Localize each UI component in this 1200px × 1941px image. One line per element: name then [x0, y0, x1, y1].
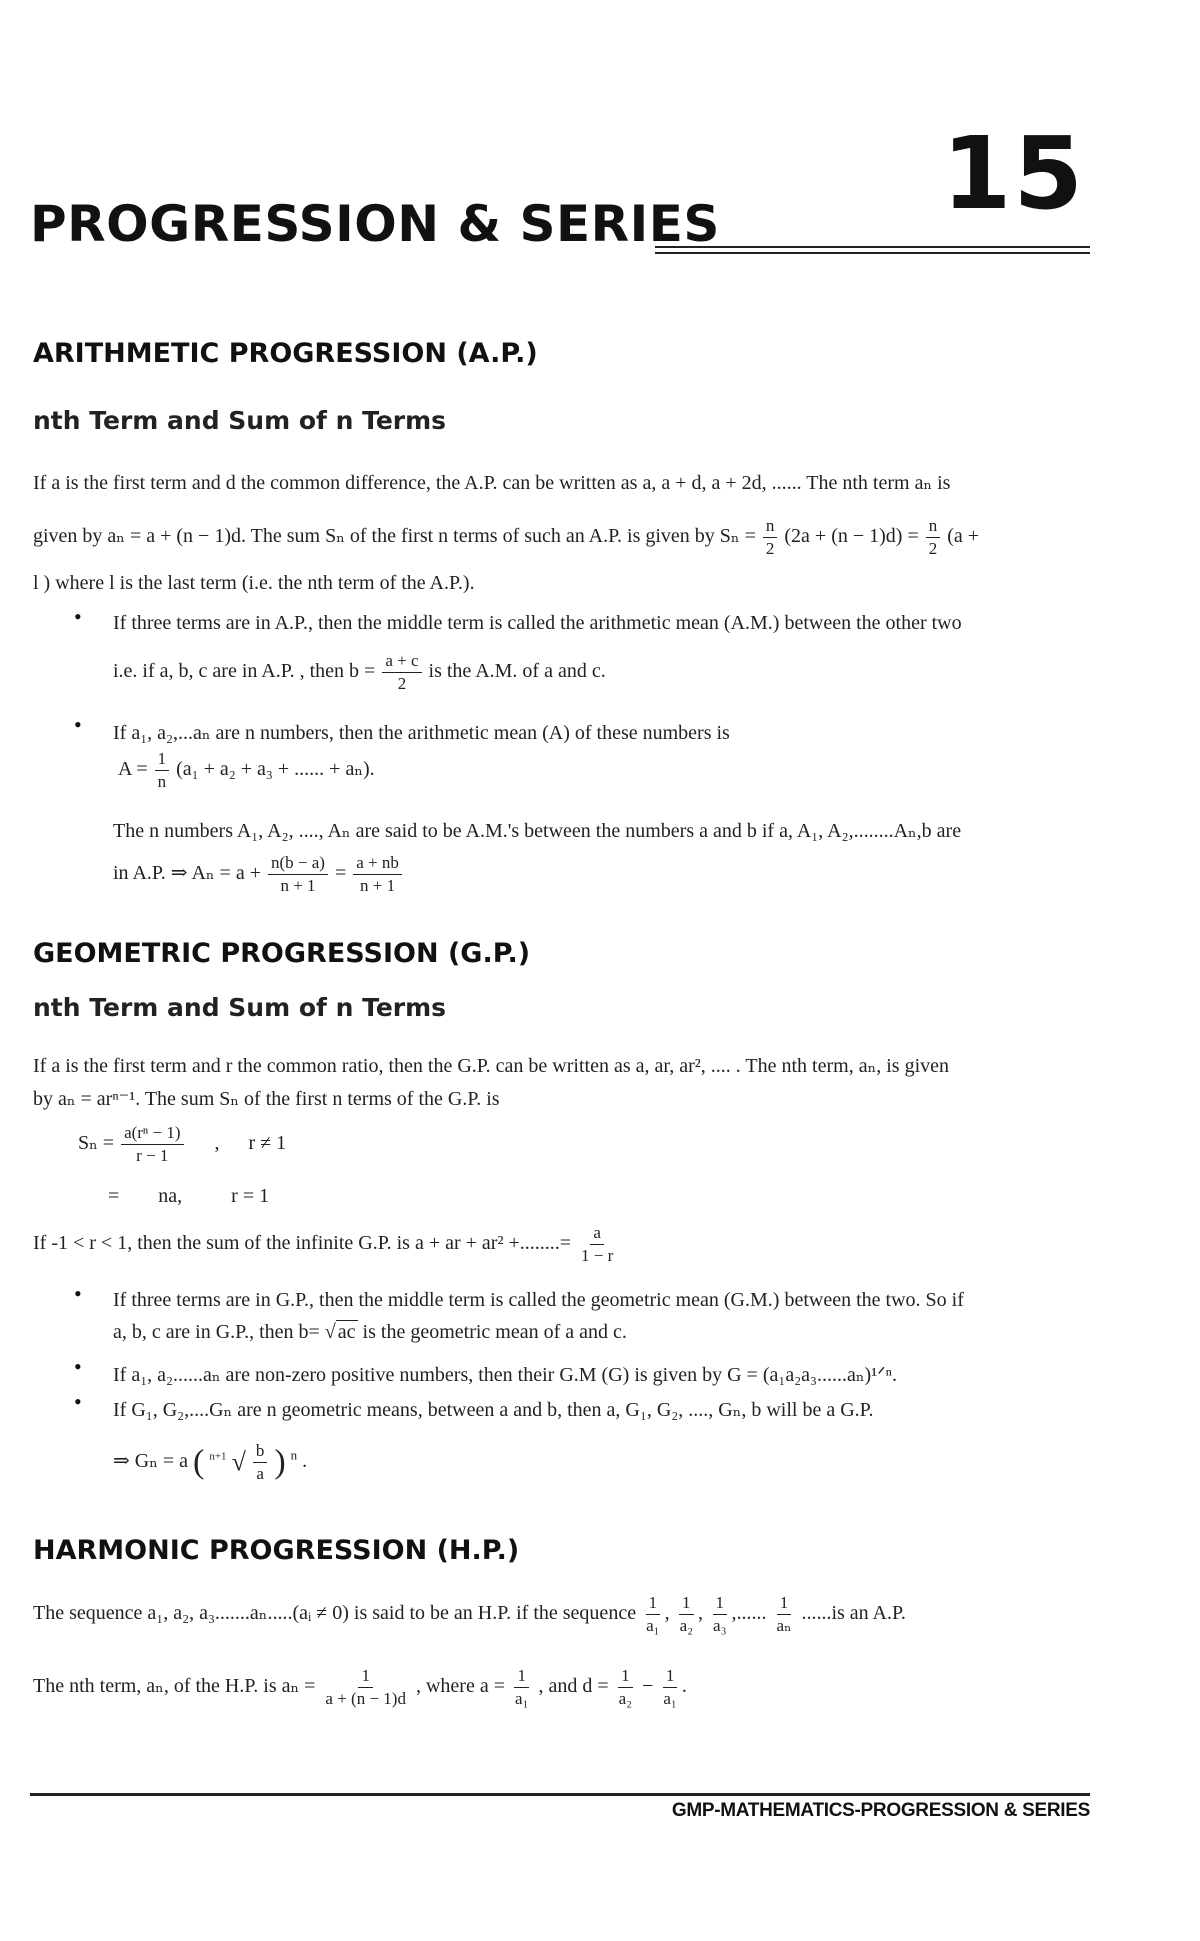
title-rule [655, 246, 1090, 254]
gp-infinite-text: If -1 < r < 1, then the sum of the infinite G.P. is a + ar + ar² +........= [33, 1232, 572, 1255]
bullet-icon: • [74, 1389, 82, 1414]
hp-nth-fraction: $\frac{1}{a + (n - 1)d}$ [325, 1666, 406, 1708]
bullet-icon: • [74, 1281, 82, 1306]
ap-am-fraction: $\frac{a + c}{2}$ [382, 650, 421, 695]
ap-an-equals: = [334, 862, 347, 885]
gp-sqrt-ac: ac [337, 1321, 356, 1343]
ap-mean-lhs: A = [118, 758, 148, 781]
gp-gn-lhs: ⇒ Gₙ = a [113, 1450, 189, 1473]
hp-line1-end: ......is an A.P. [801, 1602, 906, 1625]
bullet-icon: • [74, 604, 82, 629]
gp-bullet1-text-b: is the geometric mean of a and c. [362, 1321, 627, 1343]
ap-bullet2-line3: The n numbers A₁, A₂, ...., Aₙ are said to be A.M.'s between the numbers a and b if a, A₁, A₂,........Aₙ,b are [113, 820, 962, 842]
gp-bullet1-line1: If three terms are in G.P., then the middle term is called the geometric mean (G.M.) between the two. So if [113, 1289, 964, 1311]
ap-an-fraction-2: $\frac{a + nb}{n + 1}$ [353, 852, 402, 897]
gp-sum-eq2: = [108, 1185, 120, 1207]
ap-mean-rhs: (a₁ + a₂ + a₃ + ...... + aₙ). [176, 758, 375, 781]
ap-subheading: nth Term and Sum of n Terms [33, 406, 447, 435]
ap-half-fraction-2: $\frac{n}{2}$ [926, 515, 941, 560]
ap-half-fraction: $\frac{n}{2}$ [763, 515, 778, 560]
gp-sum-lhs: Sₙ = [78, 1132, 115, 1155]
gp-bullet3-line1: If G₁, G₂,....Gₙ are n geometric means, between a and b, then a, G₁, G₂, ...., Gₙ, b will be a G.P. [113, 1399, 874, 1421]
ap-para-line-2a: given by aₙ = a + (n − 1)d. The sum Sₙ of the first n terms of such an A.P. is given by Sₙ = [33, 525, 756, 548]
hp-nth-lhs: The nth term, aₙ, of the H.P. is aₙ = [33, 1675, 316, 1698]
gp-sum-fraction: $\frac{\text{a(rⁿ − 1)}}{r - 1}$ [121, 1122, 183, 1167]
gp-gn-formula: ⇒ Gₙ = a ( $^{n+1}$ √ $\frac{b}{a}$ ) $^n$ . [113, 1441, 308, 1483]
hp-line-1: The sequence a₁, a₂, a₃.......aₙ.....(aᵢ ≠ 0) is said to be an H.P. if the sequence $\frac{1}{\text{a₁}}$ , $\frac{1}{\text{a₂}}$ , $\frac{1}{\text{a₃}}$ ,...... $\frac{1}{\text{aₙ}}$ ......is an A.P. [33, 1593, 906, 1635]
footer-text: GMP-MATHEMATICS-PROGRESSION & SERIES [671, 1800, 1090, 1821]
gp-sum-formula: Sₙ = $\frac{\text{a(rⁿ − 1)}}{r - 1}$ , r ≠ 1 [78, 1123, 287, 1165]
ap-para-line-1: If a is the first term and d the common difference, the A.P. can be written as a, a + d, a + 2d, ...... The nth term aₙ is [33, 472, 951, 494]
hp-seq-frac-2: $\frac{1}{\text{a₂}}$ [679, 1593, 694, 1635]
ap-bullet1-line2 [113, 650, 606, 695]
gp-para-line-2: by aₙ = arⁿ⁻¹. The sum Sₙ of the first n terms of the G.P. is [33, 1088, 500, 1110]
ap-bullet1-line1: If three terms are in A.P., then the middle term is called the arithmetic mean (A.M.) between the other two [113, 612, 962, 634]
ap-mean-fraction: $\frac{1}{n}$ [155, 748, 170, 793]
gp-sum-formula-2 [108, 1185, 269, 1208]
gp-subheading: nth Term and Sum of n Terms [33, 993, 447, 1022]
gp-bullet1-line2: a, b, c are in G.P., then b= √ ac is the geometric mean of a and c. [113, 1321, 627, 1343]
hp-line1-text: The sequence a₁, a₂, a₃.......aₙ.....(aᵢ ≠ 0) is said to be an H.P. if the sequence [33, 1602, 637, 1625]
hp-heading: HARMONIC PROGRESSION (H.P.) [33, 1535, 520, 1566]
hp-seq-frac-3: $\frac{1}{\text{a₃}}$ [713, 1593, 727, 1635]
hp-d-fraction-1: $\frac{1}{\text{a₂}}$ [618, 1666, 633, 1708]
gp-root-fraction: $\frac{b}{a}$ [253, 1440, 268, 1485]
ap-heading: ARITHMETIC PROGRESSION (A.P.) [33, 338, 538, 369]
hp-and-text: , and d = [538, 1675, 609, 1698]
bullet-icon: • [74, 1354, 82, 1379]
ap-bullet1-text-b: is the A.M. of a and c. [428, 660, 606, 683]
chapter-title: PROGRESSION & SERIES [30, 195, 720, 253]
ap-bullet1-text-a: i.e. if a, b, c are in A.P. , then b = [113, 660, 376, 683]
gp-root-index: n+1 [209, 1450, 227, 1463]
ap-an-lhs: in A.P. ⇒ Aₙ = a + [113, 862, 261, 885]
hp-a-fraction: $\frac{1}{\text{a₁}}$ [514, 1666, 529, 1708]
chapter-number: 15 [941, 115, 1085, 232]
gp-sum-cond1: r ≠ 1 [248, 1132, 287, 1155]
ap-para-line-3: l ) where l is the last term (i.e. the nth term of the A.P.). [33, 572, 475, 594]
gp-power: n [290, 1447, 298, 1463]
gp-bullet1-text-a: a, b, c are in G.P., then b= [113, 1321, 320, 1343]
hp-where-text: , where a = [415, 1675, 505, 1698]
ap-an-fraction-1: $\frac{n(b - a)}{n + 1}$ [268, 852, 328, 897]
gp-sum-val2: na, [158, 1185, 183, 1207]
gp-infinite-fraction: $\frac{a}{1 - r}$ [581, 1223, 614, 1265]
hp-line-2: The nth term, aₙ, of the H.P. is aₙ = $\frac{1}{a + (n - 1)d}$ , where a = $\frac{1}{\text{a₁}}$ , and d = $\frac{1}{\text{a₂}}$ − $\frac{1}{\text{a₁}}$ . [33, 1666, 687, 1708]
gp-para-line-1: If a is the first term and r the common ratio, then the G.P. can be written as a, ar, ar², .... . The nth term, aₙ, is given [33, 1055, 949, 1077]
ap-para-line-2 [33, 515, 979, 560]
footer-rule [30, 1793, 1090, 1796]
ap-para-line-2c: (a + [947, 525, 980, 548]
hp-seq-frac-1: $\frac{1}{\text{a₁}}$ [646, 1593, 660, 1635]
gp-heading: GEOMETRIC PROGRESSION (G.P.) [33, 938, 531, 969]
gp-bullet2-line1: If a₁, a₂......aₙ are non-zero positive numbers, then their G.M (G) is given by G = (a₁a₂a₃......aₙ)¹ᐟⁿ. [113, 1364, 897, 1386]
hp-seq-dots: ...... [736, 1602, 767, 1625]
ap-bullet2-line4 [113, 852, 404, 897]
gp-sum-cond2: r = 1 [231, 1185, 270, 1207]
ap-bullet2-line1: If a₁, a₂,...aₙ are n numbers, then the arithmetic mean (A) of these numbers is [113, 722, 730, 744]
hp-seq-frac-n: $\frac{1}{\text{aₙ}}$ [776, 1593, 792, 1635]
bullet-icon: • [74, 712, 82, 737]
ap-bullet2-line2 [118, 748, 375, 793]
ap-para-line-2b: (2a + (n − 1)d) = [784, 525, 919, 548]
hp-d-fraction-2: $\frac{1}{\text{a₁}}$ [663, 1666, 677, 1708]
gp-infinite-sum [33, 1222, 618, 1267]
hp-minus: − [642, 1675, 654, 1698]
